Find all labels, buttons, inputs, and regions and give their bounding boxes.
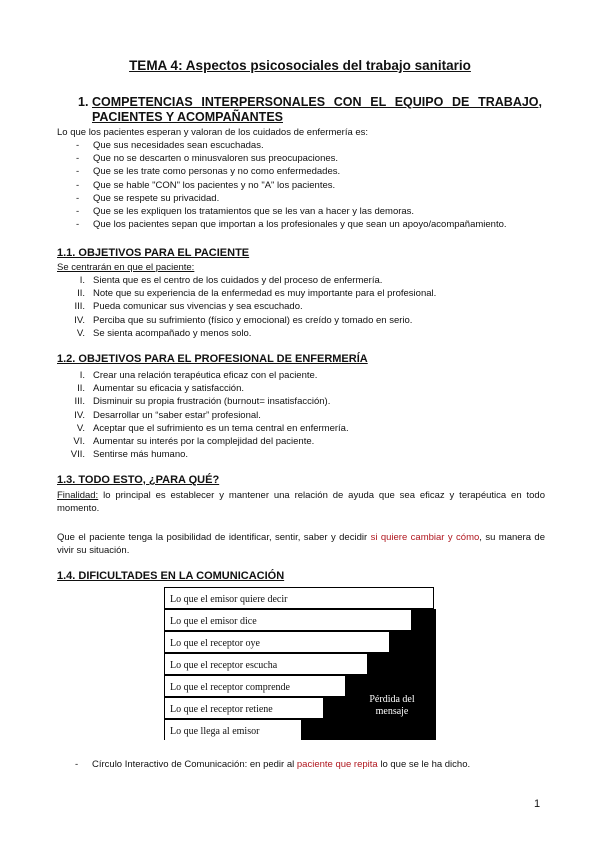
list-item	[74, 300, 436, 313]
list-marker: III.	[74, 301, 85, 313]
section-1-3-heading: 1.3. TODO ESTO, ¿PARA QUÉ?	[57, 474, 220, 486]
list-marker: II.	[77, 288, 85, 300]
list-item-text: Disminuir su propia frustración (burnout= insatisfacción).	[93, 396, 331, 408]
step-label: Lo que el emisor dice	[170, 616, 257, 627]
list-item: - Que sus necesidades sean escuchadas.	[76, 140, 264, 151]
list-item-text: Sentirse más humano.	[93, 449, 189, 461]
list-marker: V.	[76, 327, 85, 339]
list-item: - Que se hable "CON" los pacientes y no "A" los pacientes.	[76, 179, 336, 191]
list-marker: I.	[79, 370, 85, 381]
list-item-text: Perciba que su sufrimiento (físico y emocional) es creído y tomado en serio.	[93, 314, 413, 326]
list-item-text: Que sus necesidades sean escuchadas.	[93, 140, 264, 151]
list-item-text: Que se hable "CON" los pacientes y no "A" los pacientes.	[93, 179, 336, 191]
list-item-text: Que no se descarten o minusvaloren sus preocupaciones.	[93, 153, 339, 165]
list-marker: I.	[79, 275, 85, 286]
list-item-text: Se sienta acompañado y menos solo.	[93, 327, 252, 339]
page-number: 1	[534, 798, 541, 810]
list-item-text: Que se les trate como personas y no como enfermedades.	[93, 166, 341, 178]
bullet-dash: -	[75, 759, 79, 770]
step-label: Lo que el receptor oye	[170, 638, 260, 649]
loss-block	[302, 719, 436, 740]
purpose-paragraph	[57, 531, 545, 557]
list-item-text: Aceptar que el sufrimiento es un tema central en enfermería.	[93, 422, 349, 434]
list-item-text: Que se les expliquen los tratamientos que se les van a hacer y las demoras.	[93, 205, 415, 217]
section-1-number: 1.	[78, 95, 89, 109]
step-label: Lo que llega al emisor	[170, 726, 260, 737]
finalidad-label: Finalidad:	[57, 490, 99, 501]
list-item: - Que se les expliquen los tratamientos que se les van a hacer y las demoras.	[76, 205, 415, 217]
patient-objectives-list	[74, 274, 437, 340]
list-item-text: Que se respete su privacidad.	[93, 192, 220, 204]
expectations-list	[76, 139, 507, 231]
list-item	[77, 382, 349, 395]
list-item	[76, 422, 349, 435]
list-item: - Que se les trate como personas y no como enfermedades.	[76, 166, 341, 178]
loss-block	[412, 609, 436, 631]
list-item	[74, 314, 436, 327]
list-item	[70, 448, 349, 461]
purpose-text-start: Que el paciente tenga la posibilidad de identificar, sentir, saber y decidir	[57, 532, 371, 543]
step-label: Lo que el receptor retiene	[170, 704, 273, 715]
list-item	[73, 435, 349, 448]
step-label: Lo que el receptor comprende	[170, 682, 290, 693]
step-label: Lo que el receptor escucha	[170, 660, 278, 671]
section-1-1-heading: 1.1. OBJETIVOS PARA EL PACIENTE	[57, 247, 250, 259]
bullet-text-start: Círculo Interactivo de Comunicación: en pedir al	[92, 759, 297, 770]
section-1-2-heading: 1.2. OBJETIVOS PARA EL PROFESIONAL DE ENFERMERÍA	[57, 353, 368, 365]
list-marker: V.	[76, 422, 85, 434]
list-marker: VII.	[70, 449, 85, 461]
list-item-text: Note que su experiencia de la enfermedad es muy importante para el profesional.	[93, 288, 437, 300]
section-1-1-intro: Se centrarán en que el paciente:	[57, 262, 195, 273]
section-1-intro: Lo que los pacientes esperan y valoran de los cuidados de enfermería es:	[57, 127, 369, 138]
section-1-4-heading: 1.4. DIFICULTADES EN LA COMUNICACIÓN	[57, 570, 285, 582]
loss-label-line-1: Pérdida del	[369, 694, 415, 705]
list-item-text: Crear una relación terapéutica eficaz con el paciente.	[93, 370, 318, 381]
list-marker: II.	[77, 383, 85, 395]
finalidad-paragraph	[57, 489, 545, 515]
list-item	[74, 395, 349, 408]
list-item	[77, 287, 437, 300]
list-item: - Que se respete su privacidad.	[76, 192, 220, 204]
interactive-circle-bullet	[75, 758, 471, 771]
list-marker: III.	[74, 396, 85, 408]
purpose-highlight: si quiere cambiar y cómo	[370, 532, 480, 543]
loss-block	[368, 653, 436, 675]
bullet-highlight: paciente que repita	[296, 759, 378, 770]
list-item-text: Aumentar su eficacia y satisfacción.	[93, 383, 245, 395]
list-item-text: Pueda comunicar sus vivencias y sea escuchado.	[93, 301, 303, 313]
list-marker: VI.	[73, 435, 85, 447]
list-item	[74, 409, 349, 422]
list-item-text: Sienta que es el centro de los cuidados y del proceso de enfermería.	[93, 275, 383, 286]
list-item-text: Aumentar su interés por la complejidad del paciente.	[93, 435, 315, 447]
bullet-text-end: lo que se le ha dicho.	[377, 759, 471, 770]
list-item	[76, 327, 436, 340]
list-item: - Que no se descarten o minusvaloren sus preocupaciones.	[76, 153, 339, 165]
list-item	[79, 274, 436, 287]
document-title: TEMA 4: Aspectos psicosociales del trabajo sanitario	[129, 58, 471, 73]
list-marker: IV.	[74, 409, 85, 421]
list-marker: IV.	[74, 314, 85, 326]
loss-label-line-2: mensaje	[375, 706, 409, 717]
section-1-heading: COMPETENCIAS INTERPERSONALES CON EL EQUIPO DE TRABAJO, PACIENTES Y ACOMPAÑANTES	[92, 95, 542, 124]
purpose-text-end: , su manera de vivir su situación.	[57, 532, 545, 556]
list-item	[79, 369, 349, 382]
list-item-text: Desarrollar un “saber estar” profesional.	[93, 409, 261, 421]
communication-loss-diagram	[164, 584, 436, 740]
list-item-text: Que los pacientes sepan que importan a los profesionales y que sean un apoyo/acompañamiento.	[93, 219, 507, 231]
finalidad-text: lo principal es establecer y mantener una relación de ayuda que sea eficaz y terapéutica en todo momento.	[57, 490, 545, 514]
loss-block	[390, 631, 436, 653]
step-label: Lo que el emisor quiere decir	[170, 594, 288, 605]
professional-objectives-list	[70, 369, 349, 461]
list-item: - Que los pacientes sepan que importan a los profesionales y que sean un apoyo/acompañamiento.	[76, 219, 507, 231]
